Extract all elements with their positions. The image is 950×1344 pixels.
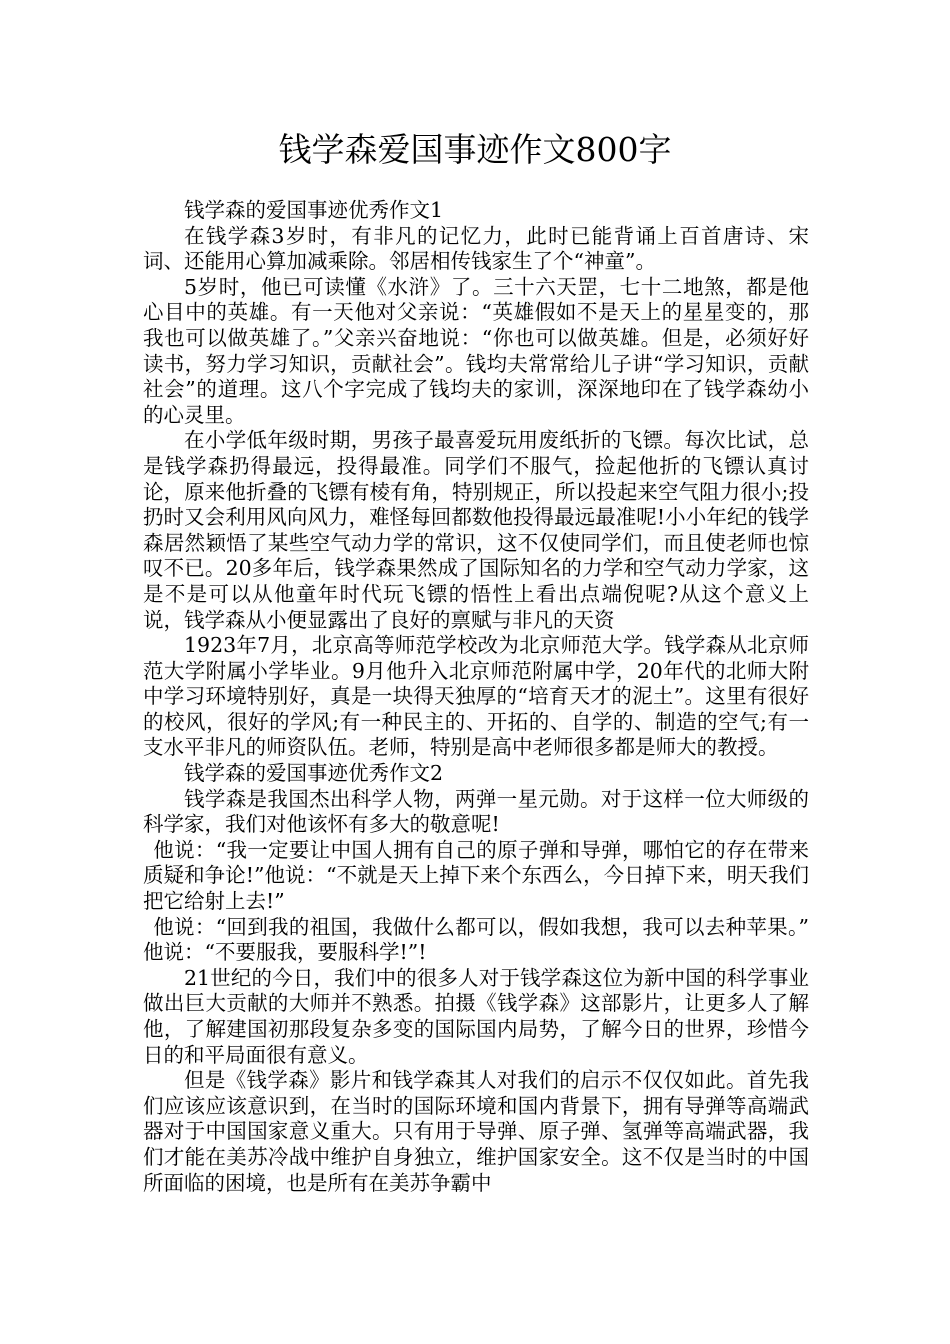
- paragraph: 在钱学森3岁时，有非凡的记忆力，此时已能背诵上百首唐诗、宋词、还能用心算加减乘除。邻居相传钱家生了个“神童”。: [143, 223, 809, 274]
- paragraph: 1923年7月，北京高等师范学校改为北京师范大学。钱学森从北京师范大学附属小学毕业。9月他升入北京师范附属中学，20年代的北师大附中学习环境特别好，真是一块得天独厚的“培育天才的泥土”。这里有很好的校风，很好的学风;有一种民主的、开拓的、自学的、制造的空气;有一支水平非凡的师资队伍。老师，特别是高中老师很多都是师大的教授。: [143, 633, 809, 760]
- paragraph: 钱学森的爱国事迹优秀作文1: [184, 198, 444, 222]
- document-title: 钱学森爱国事迹作文800字: [278, 130, 672, 169]
- paragraph: 钱学森是我国杰出科学人物，两弹一星元勋。对于这样一位大师级的科学家，我们对他该怀有多大的敬意呢!: [143, 786, 809, 837]
- paragraph: 但是《钱学森》影片和钱学森其人对我们的启示不仅仅如此。首先我们应该应该意识到，在当时的国际环境和国内背景下，拥有导弹等高端武器对于中国国家意义重大。只有用于导弹、原子弹、氢弹等高端武器，我们才能在美苏冷战中维护自身独立，维护国家安全。这不仅是当时的中国所面临的困境，也是所有在美苏争霸中: [143, 1068, 809, 1195]
- paragraph: 5岁时，他已可读懂《水浒》了。三十六天罡，七十二地煞，都是他心目中的英雄。有一天他对父亲说：“英雄假如不是天上的星星变的，那我也可以做英雄了。”父亲兴奋地说：“你也可以做英雄。但是，必须好好读书，努力学习知识，贡献社会”。钱均夫常常给儿子讲“学习知识，贡献社会”的道理。这八个字完成了钱均夫的家训，深深地印在了钱学森幼小的心灵里。: [143, 274, 809, 427]
- paragraph: 他说：“我一定要让中国人拥有自己的原子弹和导弹，哪怕它的存在带来质疑和争论!”他说：“不就是天上掉下来个东西么，今日掉下来，明天我们把它给射上去!”: [143, 837, 809, 914]
- document-body: [143, 198, 809, 1196]
- paragraph: 在小学低年级时期，男孩子最喜爱玩用废纸折的飞镖。每次比试，总是钱学森扔得最远，投得最准。同学们不服气，捡起他折的飞镖认真讨论，原来他折叠的飞镖有棱有角，特别规正，所以投起来空气阻力很小;投扔时又会利用风向风力，难怪每回都数他投得最远最准呢!小小年纪的钱学森居然颖悟了某些空气动力学的常识，这不仅使同学们，而且使老师也惊叹不已。20多年后，钱学森果然成了国际知名的力学和空气动力学家，这是不是可以从他童年时代玩飞镖的悟性上看出点端倪呢?从这个意义上说，钱学森从小便显露出了良好的禀赋与非凡的天资: [143, 428, 809, 632]
- paragraph: 他说：“回到我的祖国，我做什么都可以，假如我想，我可以去种苹果。” 他说：“不要服我，要服科学!”!: [143, 914, 809, 965]
- paragraph: 钱学森的爱国事迹优秀作文2: [184, 761, 444, 786]
- paragraph: 21世纪的今日，我们中的很多人对于钱学森这位为新中国的科学事业做出巨大贡献的大师并不熟悉。拍摄《钱学森》这部影片，让更多人了解他，了解建国初那段复杂多变的国际国内局势，了解今日的世界，珍惜今日的和平局面很有意义。: [143, 965, 809, 1067]
